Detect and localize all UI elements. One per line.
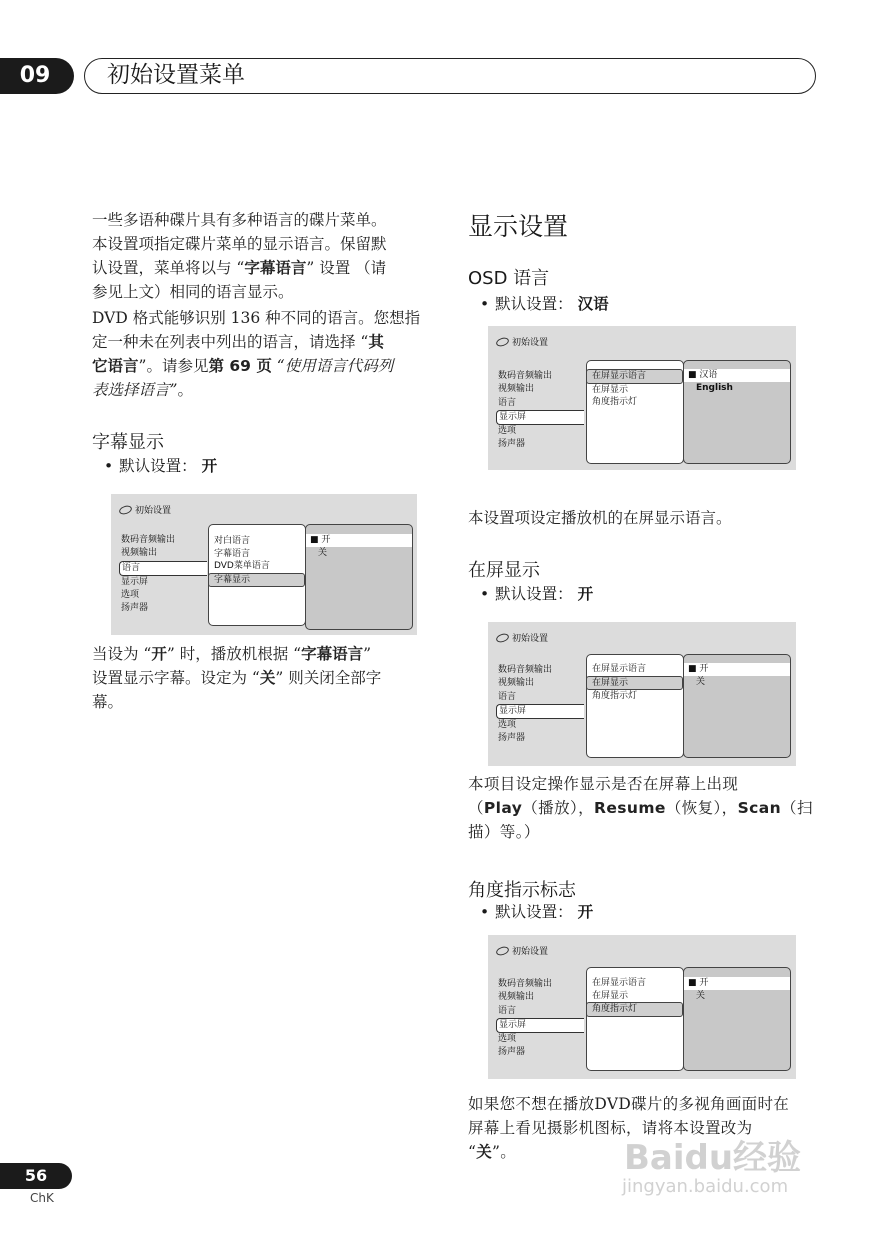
angle-description: 如果您不想在播放DVD碟片的多视角画面时在 屏幕上看见摄影机图标，请将本设置改为 “关”。 [468,1095,790,1161]
menu-title: 初始设置 [496,631,548,644]
baidu-watermark: Baidu经验 [624,1138,802,1178]
submenu-item-selected: 角度指示灯 [586,1002,683,1017]
chapter-number: 09 [0,58,74,94]
menu-item: 显示屏 [121,576,149,587]
menu-title: 初始设置 [496,944,548,957]
menu-title: 初始设置 [496,335,548,348]
submenu-item: 在屏显示语言 [592,664,647,674]
option: 关 [318,548,328,558]
menu-item: 数码音频输出 [121,535,176,545]
menu-item-selected: 显示屏 [496,1018,584,1033]
submenu-item: 对白语言 [214,536,251,546]
option-selected: ■ 开 [306,534,412,547]
onscreen-display-heading: 在屏显示 [468,560,540,581]
menu-item: 选项 [121,590,140,601]
submenu-item: 角度指示灯 [592,397,638,408]
submenu-item-selected: 字幕显示 [208,573,305,588]
option-selected: ■ 开 [684,977,790,990]
submenu-item: 角度指示灯 [592,691,638,702]
menu-item: 语言 [498,691,517,702]
disc-icon [495,632,510,644]
subtitle-default: • 默认设置： 开 [104,457,218,475]
onscreen-menu-screenshot [488,622,796,766]
menu-item: 扬声器 [121,603,149,614]
osd-menu-screenshot [488,326,796,470]
menu-item-selected: 显示屏 [496,704,584,719]
disc-icon [495,336,510,348]
subtitle-description: 当设为 “开” 时，播放机根据 “字幕语言” 设置显示字幕。设定为 “关” 则关闭全部字 幕。 [92,645,382,711]
baidu-watermark-url: jingyan.baidu.com [622,1176,789,1197]
intro-paragraph-2: DVD 格式能够识别 136 种不同的语言。您想指 定一种未在列表中列出的语言，请选择 “其 它语言”。请参见第 69 页 “使用语言代码列 表选择语言”。 [92,309,421,399]
submenu-item: DVD菜单语言 [214,561,270,572]
osd-default: • 默认设置： 汉语 [480,295,609,313]
menu-item: 语言 [498,397,517,408]
menu-item: 扬声器 [498,439,526,450]
subtitle-display-heading: 字幕显示 [92,432,164,453]
intro-paragraph-1: 一些多语种碟片具有多种语言的碟片菜单。 本设置项指定碟片菜单的显示语言。保留默 认设置，菜单将以与 “字幕语言” 设置 （请 参见上文）相同的语言显示。 [92,211,387,301]
submenu-item-selected: 在屏显示语言 [586,369,683,384]
display-settings-heading: 显示设置 [468,212,569,241]
submenu-item: 在屏显示 [592,384,629,395]
menu-item: 视频输出 [498,992,535,1003]
disc-icon [495,945,510,957]
menu-item: 扬声器 [498,1047,526,1058]
menu-item: 选项 [498,720,517,731]
menu-item: 数码音频输出 [498,665,553,675]
angle-indicator-heading: 角度指示标志 [468,880,576,901]
osd-description: 本设置项设定播放机的在屏显示语言。 [468,509,732,527]
menu-item: 选项 [498,1034,517,1045]
menu-title: 初始设置 [119,503,171,516]
menu-item: 视频输出 [498,384,535,395]
menu-item-selected: 显示屏 [496,410,584,425]
menu-item: 扬声器 [498,733,526,744]
angle-default: • 默认设置： 开 [480,903,594,921]
menu-item: 视频输出 [498,678,535,689]
menu-item: 选项 [498,426,517,437]
page-number: 56 [0,1163,72,1189]
menu-item: 视频输出 [121,548,158,559]
menu-item-selected: 语言 [119,561,207,576]
chapter-title: 初始设置菜单 [84,58,816,94]
disc-icon [118,504,133,516]
option: 关 [696,677,706,687]
option: English [696,383,733,393]
option-selected: ■ 开 [684,663,790,676]
osd-language-heading: OSD 语言 [468,268,550,289]
language-code: ChK [30,1191,54,1205]
option: 关 [696,991,706,1001]
onscreen-description: 本项目设定操作显示是否在屏幕上出现 （Play（播放），Resume（恢复），Scan（扫 描）等。） [468,775,813,841]
menu-item: 数码音频输出 [498,371,553,381]
submenu-item: 在屏显示语言 [592,978,647,988]
angle-menu-screenshot [488,935,796,1079]
menu-item: 数码音频输出 [498,979,553,989]
subtitle-menu-screenshot [111,494,417,635]
submenu-item: 在屏显示 [592,990,629,1001]
option-selected: ■ 汉语 [684,369,790,382]
onscreen-default: • 默认设置： 开 [480,585,594,603]
submenu-item-selected: 在屏显示 [586,676,683,691]
submenu-item: 字幕语言 [214,548,251,559]
menu-item: 语言 [498,1005,517,1016]
